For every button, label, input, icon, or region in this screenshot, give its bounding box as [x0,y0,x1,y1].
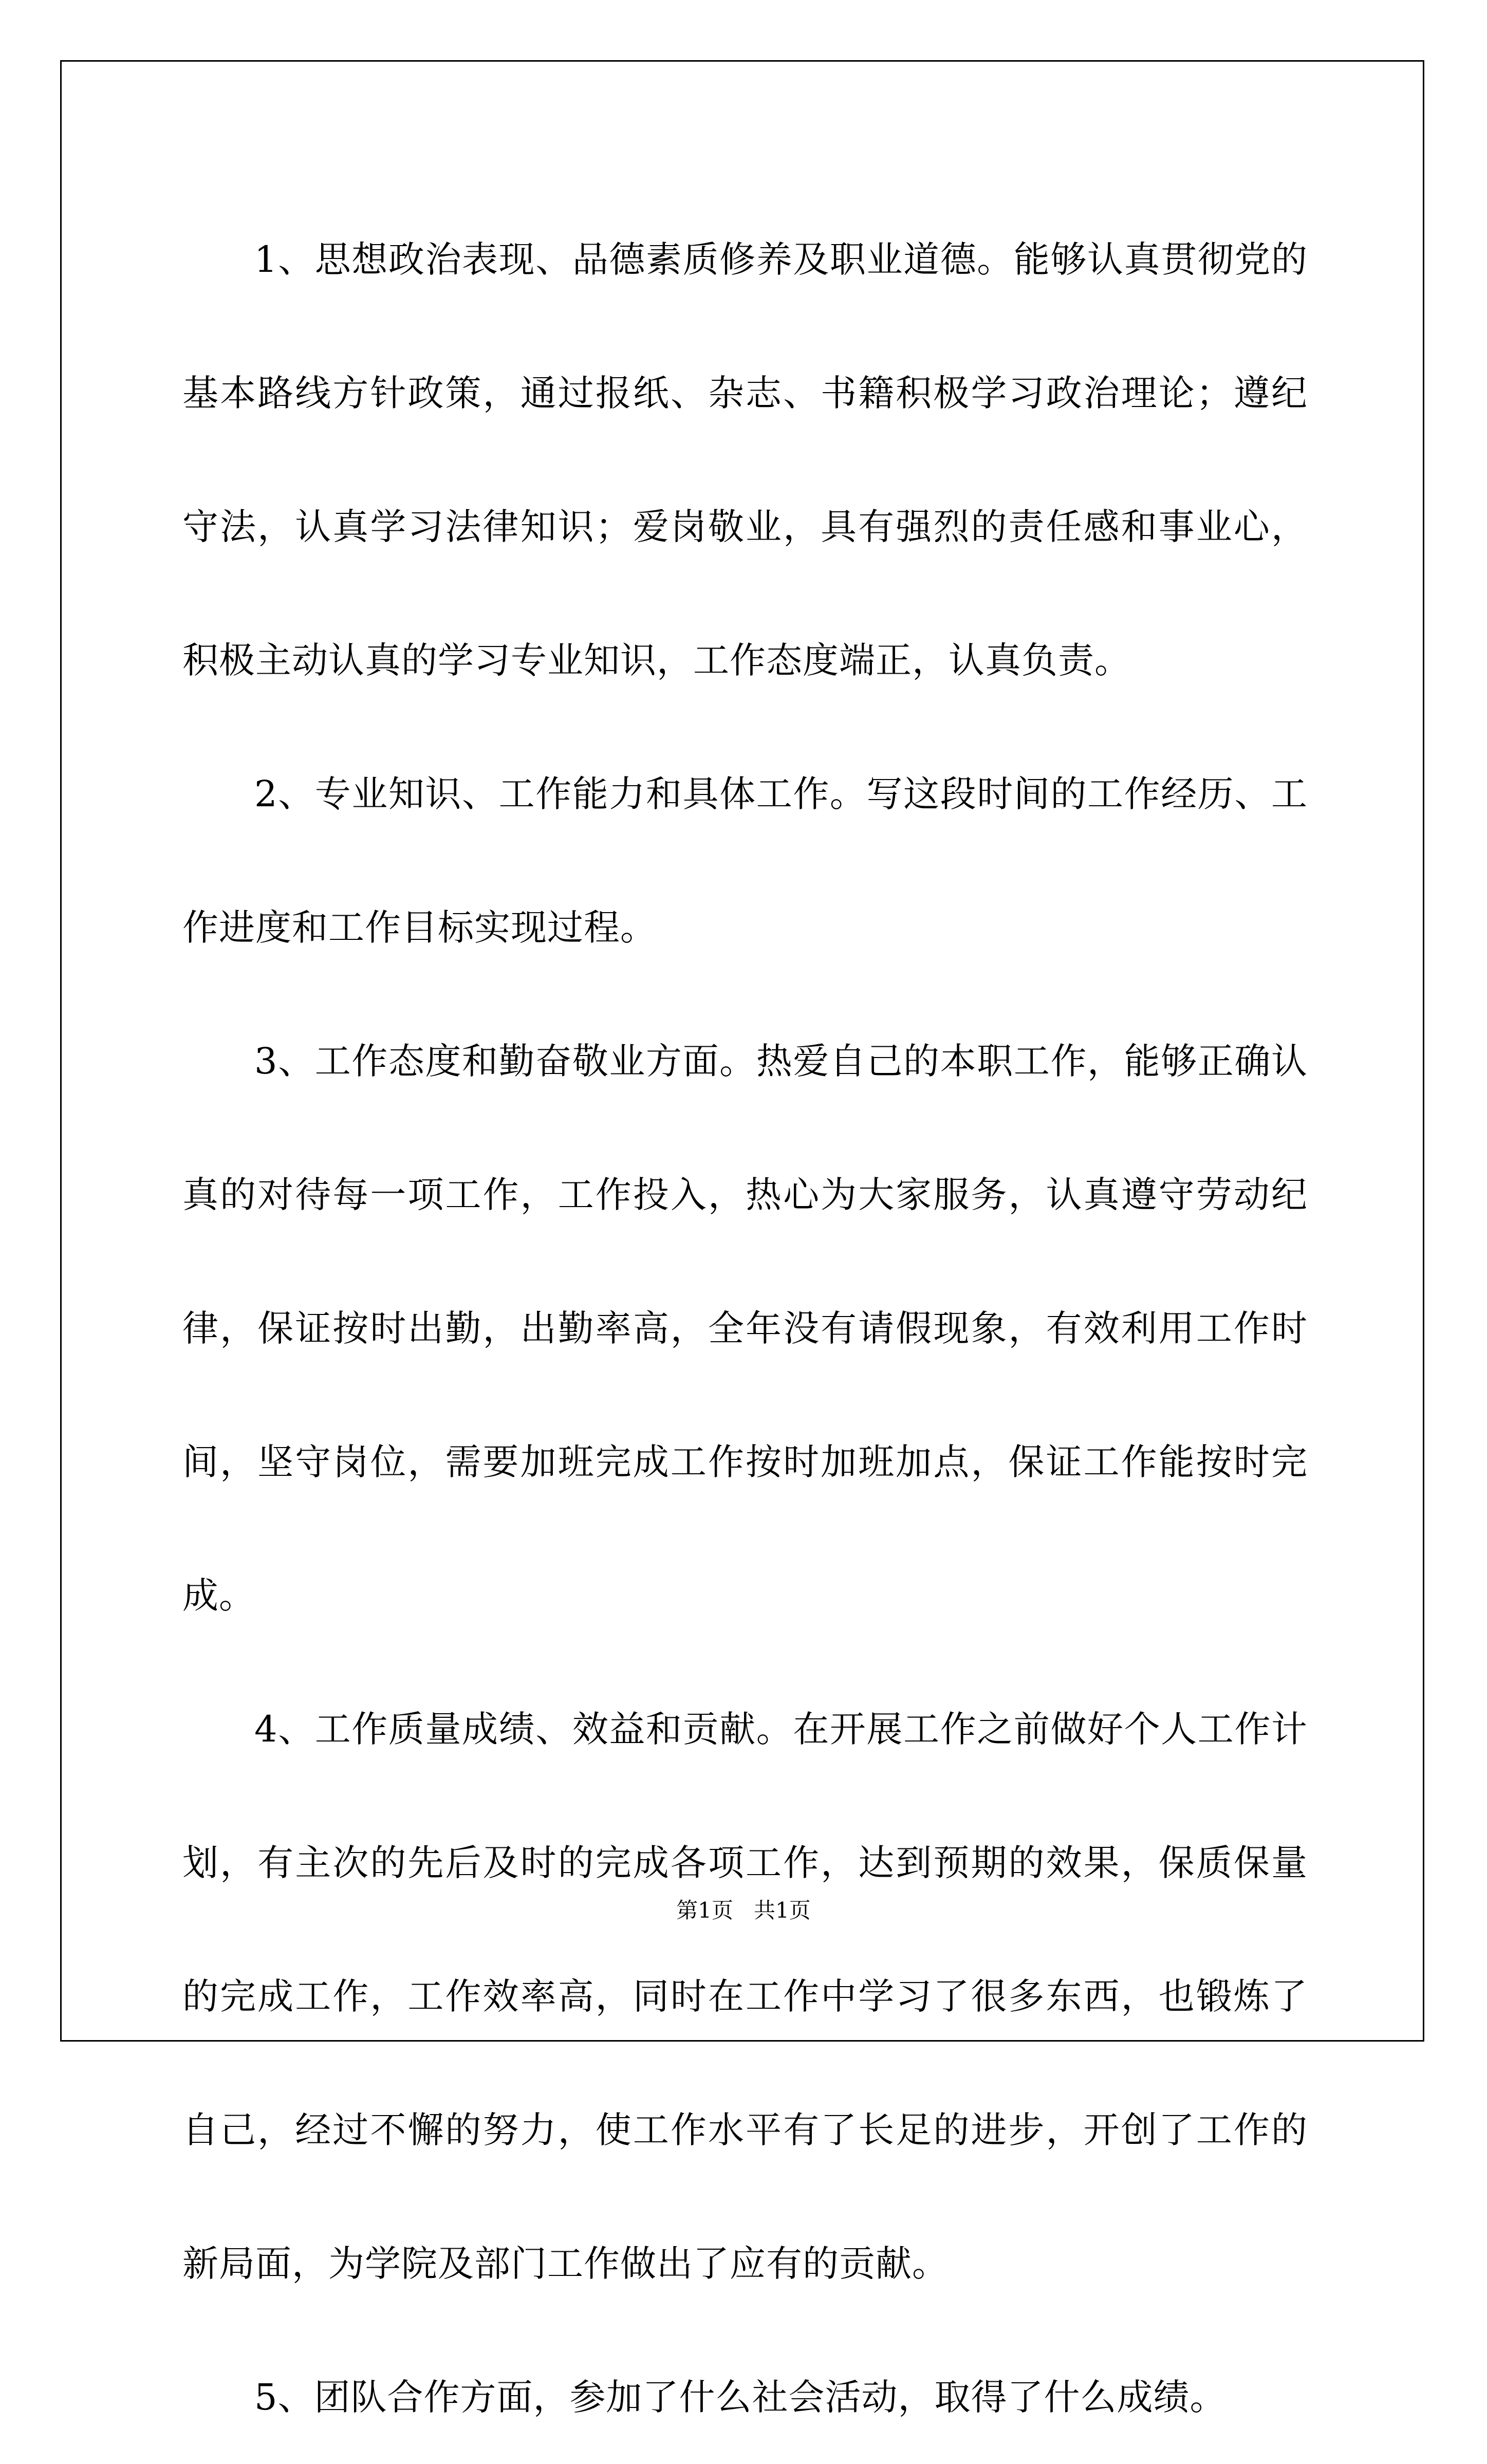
page-number-footer: 第1页 共1页 [676,1898,811,1923]
paragraph-4: 4、工作质量成绩、效益和贡献。在开展工作之前做好个人工作计划，有主次的先后及时的完成各项工作，达到预期的效果，保质保量的完成工作，工作效率高，同时在工作中学习了很多东西，也锻炼了自己，经过不懈的努力，使工作水平有了长足的进步，开创了工作的新局面，为学院及部门工作做出了应有的贡献。 [182,1708,1308,2285]
paragraph-5: 5、团队合作方面，参加了什么社会活动，取得了什么成绩。 [254,2376,1226,2418]
paragraph-2: 2、专业知识、工作能力和具体工作。写这段时间的工作经历、工作进度和工作目标实现过程。 [182,773,1308,949]
paragraph-1: 1、思想政治表现、品德素质修养及职业道德。能够认真贯彻党的基本路线方针政策，通过报纸、杂志、书籍积极学习政治理论；遵纪守法，认真学习法律知识；爱岗敬业，具有强烈的责任感和事业心，积极主动认真的学习专业知识，工作态度端正，认真负责。 [182,238,1308,681]
paragraph-3: 3、工作态度和勤奋敬业方面。热爱自己的本职工作，能够正确认真的对待每一项工作，工作投入，热心为大家服务，认真遵守劳动纪律，保证按时出勤，出勤率高，全年没有请假现象，有效利用工作时间，坚守岗位，需要加班完成工作按时加班加点，保证工作能按时完成。 [182,1040,1308,1617]
document-body [182,193,1308,2464]
